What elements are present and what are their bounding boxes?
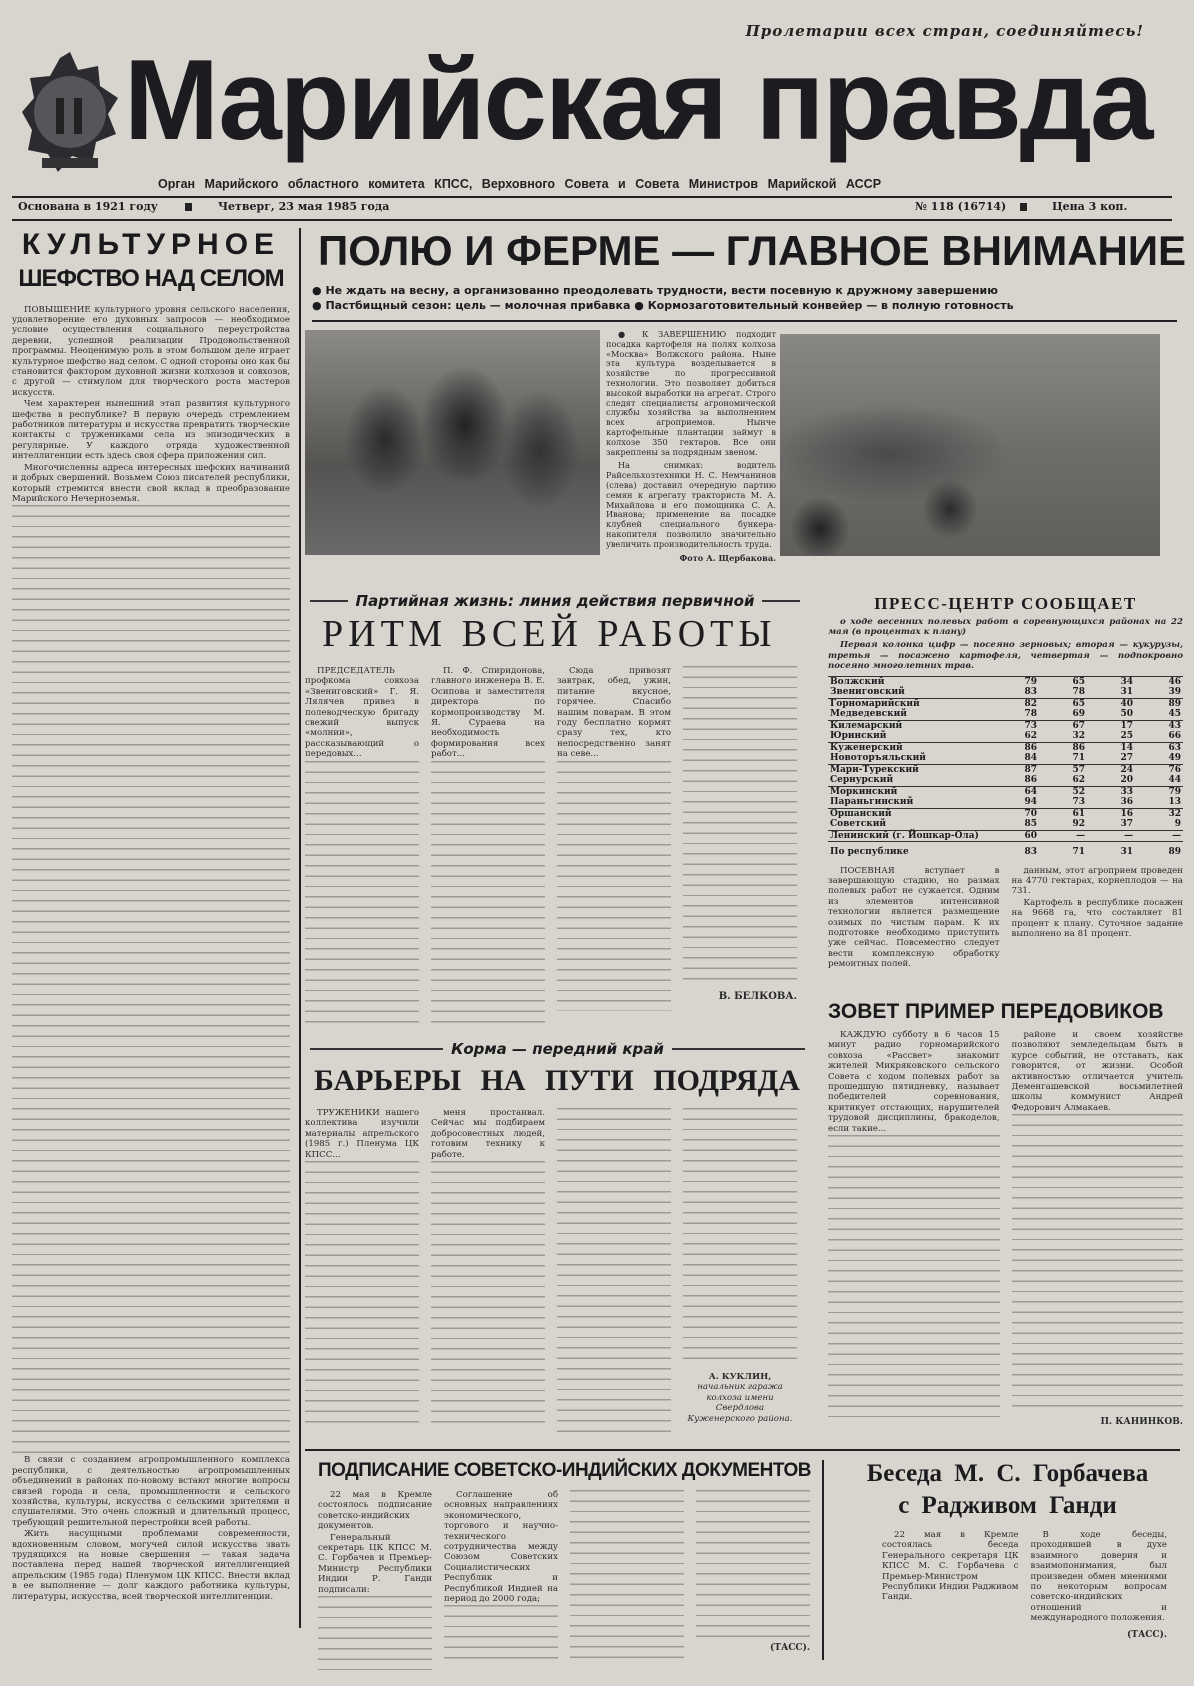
table-row [828, 797, 1183, 808]
press-note: Первая колонка цифр — посеяно зерновых; вторая — кукурузы, третья — посажено картофеля, четвертая — подпокровно посеяно многолетних трав. [828, 640, 1183, 672]
slogan: Пролетарии всех стран, соединяйтесь! [745, 22, 1144, 40]
paragraph: ТРУЖЕНИКИ нашего коллектива изучили материалы апрельского (1985 г.) Пленума ЦК КПСС... [305, 1108, 419, 1160]
author-name: А. КУКЛИН, [708, 1372, 772, 1382]
talk-body [882, 1530, 1167, 1640]
district-name: По республике [828, 842, 991, 858]
author-desc: начальник гаража колхоза имени Свердлова Куженерского района. [687, 1382, 793, 1424]
paragraph: В связи с созданием агропромышленного комплекса республики, с деятельностью агропромышленных объединений в районах по-новому встают многие вопросы связей города и села, промышленности и сельского хозяйства, культуры, искусства с сельскими зрителями и слушателями. Это очень сложный и длительный процесс, требующий решительной перестройки всей работы. [12, 1455, 290, 1528]
press-intro: о ходе весенних полевых работ в соревнующихся районах на 22 мая (в процентах к плану) [828, 616, 1183, 637]
bullet-icon: ● [312, 284, 326, 297]
rubric-fodder [310, 1040, 805, 1058]
body-text-continuation [683, 666, 797, 986]
paragraph: Соглашение об основных направлениях экономического, торгового и научно-технического сотрудничества между Союзом Советских Социалистических Республик и Республикой Индией на период до 2000 года; [444, 1490, 558, 1605]
body-text-continuation [696, 1490, 810, 1640]
paragraph: ПОСЕВНАЯ вступает в завершающую стадию, но размах полевых работ не сужается. Одним из элементов интенсивной технологии является размещение озимых по чистым парам. К их подготовке необходимо приступить уже сейчас. Повсеместно следует вести комплексную обработку ремонтных полей. [828, 865, 1000, 970]
district-name: Оршанский [828, 808, 991, 819]
talk-source: (ТАСС). [1126, 1629, 1167, 1640]
table-row [828, 687, 1183, 698]
percent-value: 78 [1024, 709, 1037, 720]
table-row [828, 819, 1183, 830]
separator-square [185, 203, 192, 211]
bullet-icon: ● [618, 329, 643, 339]
rubric-party-life [310, 592, 800, 610]
percent-value: 49 [1168, 753, 1181, 764]
body-text-continuation [683, 1108, 797, 1368]
percent-value: 70 [991, 808, 1039, 819]
district-name: Юринский [830, 731, 887, 742]
body-text-continuation [828, 1135, 1000, 1425]
percent-value: 85 [1024, 819, 1037, 830]
paragraph: П. Ф. Спиридонова, главного инженера В. Е. Осипова и заместителя директора по кормопроизводству М. Я. Сураева на необходимость формирования всех работ... [431, 666, 545, 760]
percent-value: 64 [991, 786, 1039, 797]
percent-value: 24 [1087, 764, 1135, 775]
district-name: Медведевский [830, 709, 907, 720]
paragraph: Сюда привозят завтрак, обед, ужин, питание вкусное, горячее. Спасибо нашим поварам. В этом году бесплатно кормят сразу тех, кто непосредственно занят на севе... [557, 666, 671, 760]
table-row [828, 753, 1183, 764]
body-text-continuation [12, 505, 290, 1455]
percent-value: 43 [1135, 720, 1183, 731]
lead-headline: ПОЛЮ И ФЕРМЕ — ГЛАВНОЕ ВНИМАНИЕ [318, 227, 1187, 274]
percent-value: 17 [1087, 720, 1135, 731]
table-row [828, 764, 1183, 775]
barriers-byline [683, 1372, 797, 1424]
issue-number: № 118 (16714) [915, 200, 1007, 213]
percent-value: 86 [1024, 775, 1037, 786]
rubric-text: Корма — передний край [451, 1040, 664, 1058]
newspaper-title: Марийская правда [124, 37, 1152, 164]
table-row [828, 742, 1183, 753]
percent-value: 65 [1039, 676, 1087, 687]
percent-value: 50 [1120, 709, 1133, 720]
paragraph: ПРЕДСЕДАТЕЛЬ профкома совхоза «Звениговский» Г. Я. Лялячев привез в полеводческую бригаду свежий выпуск «молнии», рассказывающий о передовых... [305, 666, 419, 760]
percent-value: 73 [991, 720, 1039, 731]
paragraph: Картофель в республике посажен на 9668 га, что составляет 81 процент к плану. Суточное задание выполнено на 81 процент. [1011, 897, 1183, 940]
paragraph: районе и своем хозяйстве позволяют земледельцам быть в курсе событий, не отставать, как говорится, от жизни. Особой активностью отличается учитель Деменгашевской восьмилетней школы коммунист Андрей Федорович Алмакаев. [1011, 1030, 1183, 1113]
table-row [828, 731, 1183, 742]
body-text-continuation [305, 1161, 419, 1431]
body-text-continuation [305, 761, 419, 1023]
separator-square [1020, 203, 1027, 211]
zovet-headline: ЗОВЕТ ПРИМЕР ПЕРЕДОВИКОВ [828, 1000, 1164, 1023]
bullet-icon: ● [312, 299, 326, 312]
percent-value: 27 [1120, 753, 1133, 764]
district-name: Звениговский [830, 687, 905, 698]
paragraph: 22 мая в Кремле состоялась беседа Генерального секретаря ЦК КПСС М. С. Горбачева с Премьер-Министром Республики Индии Радживом Ганди. [882, 1530, 1019, 1603]
bullet-icon: ● [634, 299, 648, 312]
paragraph: Жить насущными проблемами современности, вдохновенным словом, могучей силой искусства звать трудящихся на новые свершения — такая задача поставлена перед нашей творческой интеллигенцией апрельским (1985 года) Пленумом ЦК КПСС. Внести вклад в ее выполнение — долг каждого работника культуры, литературы, искусства, всей творческой интеллигенции. [12, 1529, 290, 1602]
paragraph: 22 мая в Кремле состоялось подписание советско-индийских документов. [318, 1490, 432, 1532]
district-name: Куженерский [828, 742, 991, 753]
district-name: Советский [830, 819, 887, 830]
body-text-continuation [431, 1161, 545, 1431]
sowing-progress-table [828, 676, 1183, 858]
percent-value: 69 [1072, 709, 1085, 720]
table-row [828, 775, 1183, 786]
ritm-body [305, 666, 797, 1023]
percent-value: 62 [1072, 775, 1085, 786]
paragraph: Многочисленны адреса интересных шефских начинаний и добрых свершений. Возьмем Союз писателей республики, который стремится внести свой вклад в преобразование Марийского Нечерноземья. [12, 462, 290, 504]
percent-value: 78 [1072, 687, 1085, 698]
percent-value: 82 [991, 698, 1039, 709]
district-name: Новоторъяльский [830, 753, 926, 764]
order-badge-emblem [20, 50, 120, 180]
body-text-continuation [444, 1605, 558, 1665]
percent-value: 46 [1135, 676, 1183, 687]
paragraph: Чем характерен нынешний этап развития культурного шефства в республике? В первую очередь стремлением работников литературы и искусства превратить творческие контакты с тружениками села из эпизодических в регулярные. У каждого отряда художественной интеллигенции есть здесь своя сфера приложения сил. [12, 399, 290, 462]
price: Цена 3 коп. [1052, 200, 1128, 213]
percent-value: 66 [1168, 731, 1181, 742]
body-text-continuation [431, 761, 545, 1023]
percent-value: 40 [1087, 698, 1135, 709]
table-row [828, 830, 1183, 842]
barriers-body [305, 1108, 797, 1433]
table-row [828, 808, 1183, 819]
percent-value: 89 [1135, 698, 1183, 709]
percent-value: — [1039, 830, 1087, 842]
founded: Основана в 1921 году [18, 200, 158, 213]
press-center [828, 594, 1183, 971]
body-text-continuation [1012, 1114, 1184, 1414]
percent-value: 71 [1039, 842, 1087, 858]
table-row [828, 786, 1183, 797]
percent-value: 83 [991, 842, 1039, 858]
signing-body [318, 1490, 810, 1676]
percent-value: 86 [991, 742, 1039, 753]
percent-value: 31 [1120, 687, 1133, 698]
district-name: Ленинский (г. Йошкар-Ола) [828, 830, 991, 842]
body-text-continuation [557, 1108, 671, 1433]
percent-value: — [1087, 830, 1135, 842]
district-name: Моркинский [828, 786, 991, 797]
press-body [828, 866, 1183, 971]
photo-potato-planters [305, 330, 600, 555]
percent-value: 16 [1087, 808, 1135, 819]
percent-value: 61 [1039, 808, 1087, 819]
percent-value: 9 [1174, 819, 1181, 830]
ritm-byline: В. БЕЛКОВА. [718, 991, 797, 1002]
percent-value: 89 [1135, 842, 1183, 858]
body-text-continuation [318, 1596, 432, 1676]
percent-value: 34 [1087, 676, 1135, 687]
signing-headline: ПОДПИСАНИЕ СОВЕТСКО-ИНДИЙСКИХ ДОКУМЕНТОВ [318, 1460, 811, 1481]
percent-value: 62 [1024, 731, 1037, 742]
subhead: Кормозаготовительный конвейер — в полную готовность [647, 299, 1014, 312]
rubric-text: Партийная жизнь: линия действия первичной [355, 592, 755, 610]
percent-value: 94 [1024, 797, 1037, 808]
press-title: ПРЕСС-ЦЕНТР СООБЩАЕТ [874, 594, 1137, 613]
percent-value: 37 [1120, 819, 1133, 830]
percent-value: 36 [1120, 797, 1133, 808]
paragraph: данным, этот агроприем проведен на 4770 гектарах, корнеплодов — на 731. [1011, 865, 1183, 897]
paragraph: КАЖДУЮ субботу в 6 часов 15 минут радио горномарийского совхоза «Рассвет» знакомит жителей Микряковского сельского Совета с ходом полевых работ за прошедшую пятидневку, называет победителей соревнования, критикует отстающих, нарушителей трудовой дисциплины, бракоделов, если такие... [828, 1030, 1000, 1134]
percent-value: 57 [1039, 764, 1087, 775]
percent-value: 71 [1072, 753, 1085, 764]
percent-value: 60 [991, 830, 1039, 842]
percent-value: 20 [1120, 775, 1133, 786]
percent-value: 79 [1135, 786, 1183, 797]
ritm-headline: РИТМ ВСЕЙ РАБОТЫ [322, 613, 777, 655]
district-name: Волжский [828, 676, 991, 687]
percent-value: 44 [1168, 775, 1181, 786]
photo-truck [780, 334, 1160, 556]
talk-headline [835, 1458, 1180, 1522]
percent-value: — [1135, 830, 1183, 842]
table-row [828, 698, 1183, 709]
district-name: Параньгинский [830, 797, 914, 808]
newspaper-subtitle: Орган Марийского областного комитета КПСС, Верховного Совета и Совета Министров Марийской АССР [158, 177, 882, 191]
subhead: Пастбищный сезон: цель — молочная прибавка [325, 299, 631, 312]
district-name: Мари-Турекский [828, 764, 991, 775]
talk-title-line: с Радживом Ганди [898, 1492, 1117, 1519]
photo-credit: Фото А. Щербакова. [679, 552, 776, 563]
percent-value: 32 [1072, 731, 1085, 742]
district-name: Горномарийский [828, 698, 991, 709]
percent-value: 65 [1039, 698, 1087, 709]
percent-value: 45 [1168, 709, 1181, 720]
percent-value: 92 [1072, 819, 1085, 830]
percent-value: 52 [1039, 786, 1087, 797]
table-row [828, 676, 1183, 687]
percent-value: 25 [1120, 731, 1133, 742]
percent-value: 67 [1039, 720, 1087, 731]
article-title: ШЕФСТВО НАД СЕЛОМ [18, 265, 284, 292]
article-title: КУЛЬТУРНОЕ [21, 228, 281, 261]
percent-value: 13 [1168, 797, 1181, 808]
percent-value: 39 [1168, 687, 1181, 698]
barriers-headline: БАРЬЕРЫ НА ПУТИ ПОДРЯДА [314, 1064, 800, 1097]
photo-caption [606, 330, 776, 563]
paragraph: Генеральный секретарь ЦК КПСС М. С. Горбачев и Премьер-Министр Республики Индии Р. Ганди подписали: [318, 1532, 432, 1595]
paragraph: меня простаивал. Сейчас мы подбираем добросовестных людей, готовим технику к работе. [431, 1108, 545, 1160]
table-row [828, 709, 1183, 720]
table-total-row [828, 842, 1183, 858]
percent-value: 73 [1072, 797, 1085, 808]
paragraph: В ходе беседы, проходившей в духе взаимного доверия и взаимопонимания, был произведен обмен мнениями по некоторым вопросам советско-индийских отношений и международного положения. [1030, 1530, 1167, 1624]
percent-value: 84 [1024, 753, 1037, 764]
district-name: Килемарский [828, 720, 991, 731]
zovet-byline: П. КАНИНКОВ. [1100, 1417, 1183, 1428]
percent-value: 76 [1135, 764, 1183, 775]
percent-value: 63 [1135, 742, 1183, 753]
paragraph: ПОВЫШЕНИЕ культурного уровня сельского населения, удовлетворение его духовных запросов — необходимое условие осуществления социального переустройства деревни, успешной реализации Продовольственной программы. Неоценимую роль в этом большом деле играет культурное шефство над селом. С одной стороны оно как бы становится фактором духовной жизни колхозов и совхозов, с другой — стимулом для творческого роста мастеров искусств. [12, 304, 290, 398]
subhead: Не ждать на весну, а организованно преодолевать трудности, вести посевную к дружному завершению [325, 284, 998, 297]
zovet-body [828, 1030, 1183, 1428]
percent-value: 33 [1087, 786, 1135, 797]
signing-source: (ТАСС). [769, 1643, 810, 1653]
body-text-continuation [557, 761, 671, 1011]
body-text-continuation [570, 1490, 684, 1660]
percent-value: 87 [991, 764, 1039, 775]
percent-value: 32 [1135, 808, 1183, 819]
percent-value: 79 [991, 676, 1039, 687]
table-row [828, 720, 1183, 731]
percent-value: 14 [1087, 742, 1135, 753]
lead-subheads [312, 283, 1177, 313]
percent-value: 83 [1024, 687, 1037, 698]
caption-text: На снимках: водитель Райсельхозтехники Н. С. Немчанинов (слева) доставил очередную партию семян к агрегату тракториста М. А. Михайлова и его помощника С. А. Иванова; применение на посадке клубней специального бункера-накопителя позволило значительно увеличить производительность труда. [606, 460, 776, 549]
article-cultural-patronage [12, 228, 290, 1603]
percent-value: 86 [1039, 742, 1087, 753]
issue-date: Четверг, 23 мая 1985 года [218, 200, 390, 213]
district-name: Сернурский [830, 775, 894, 786]
caption-text: К ЗАВЕРШЕНИЮ подходит посадка картофеля на полях колхоза «Москва» Волжского района. Ныне эта культура возделывается в хозяйстве по прогрессивной технологии. Это позволяет добиться высокой выработки на агрегат. Строго следят специалисты агрономической службы хозяйства за выполнением всех агроприемов. Нынче картофельные плантации займут в колхозе 350 гектаров. Все они закреплены за подрядным звеном. [606, 329, 776, 457]
talk-title-line: Беседа М. С. Горбачева [866, 1460, 1149, 1487]
percent-value: 31 [1087, 842, 1135, 858]
